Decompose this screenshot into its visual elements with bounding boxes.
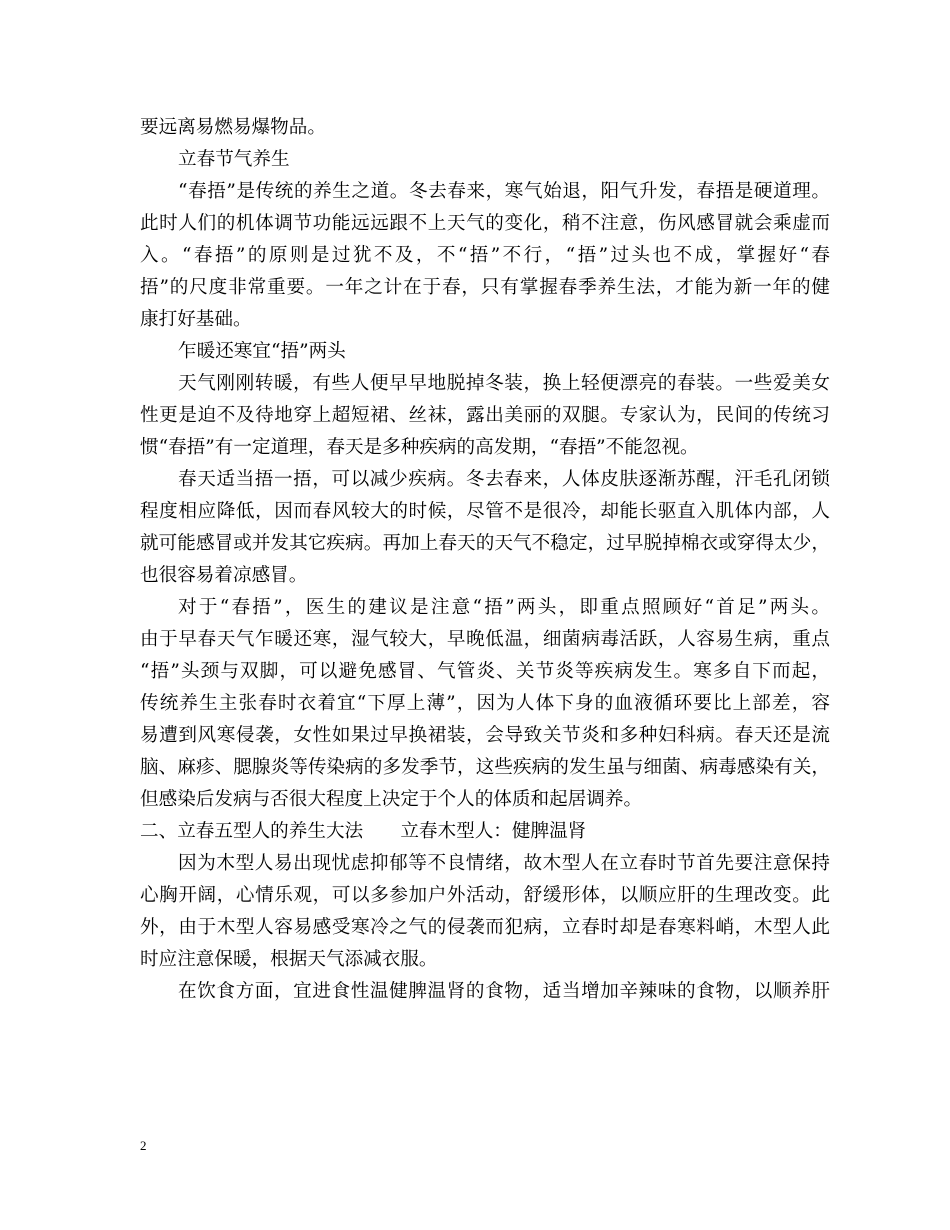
text-line: 春天适当捂一捂，可以减少疾病。冬去春来，人体皮肤逐渐苏醒，汗毛孔闭锁 — [178, 469, 830, 490]
text-line: 传统养生主张春时衣着宜“下厚上薄”，因为人体下身的血液循环要比上部差，容 — [140, 693, 830, 714]
text-line: 康打好基础。 — [140, 309, 252, 330]
text-line: 性更是迫不及待地穿上超短裙、丝袜，露出美丽的双腿。专家认为，民间的传统习 — [140, 405, 830, 426]
text-line: 心胸开阔，心情乐观，可以多参加户外活动，舒缓形体，以顺应肝的生理改变。此 — [140, 885, 830, 906]
text-line: 易遭到风寒侵袭，女性如果过早换裙装，会导致关节炎和多种妇科病。春天还是流 — [140, 725, 830, 746]
text-line: 也很容易着凉感冒。 — [140, 565, 308, 586]
text-line: 对于“春捂”，医生的建议是注意“捂”两头，即重点照顾好“首足”两头。 — [178, 597, 830, 618]
text-line: 入。“春捂”的原则是过犹不及，不“捂”不行，“捂”过头也不成，掌握好“春 — [140, 245, 830, 266]
text-line: 但感染后发病与否很大程度上决定于个人的体质和起居调养。 — [140, 789, 643, 810]
text-line: 由于早春天气乍暖还寒，湿气较大，早晚低温，细菌病毒活跃，人容易生病，重点 — [140, 629, 830, 650]
text-line: 天气刚刚转暖，有些人便早早地脱掉冬装，换上轻便漂亮的春装。一些爱美女 — [178, 373, 830, 394]
text-line: 惯“春捂”有一定道理，春天是多种疾病的高发期，“春捂”不能忽视。 — [140, 437, 699, 458]
section-heading: 二、立春五型人的养生大法 立春木型人：健脾温肾 — [140, 821, 587, 842]
page-number: 2 — [140, 1138, 147, 1153]
text-line: 时应注意保暖，根据天气添减衣服。 — [140, 949, 438, 970]
text-line: 就可能感冒或并发其它疾病。再加上春天的天气不稳定，过早脱掉棉衣或穿得太少， — [140, 533, 830, 554]
text-line: “春捂”是传统的养生之道。冬去春来，寒气始退，阳气升发，春捂是硬道理。 — [178, 181, 830, 202]
text-line: 捂”的尺度非常重要。一年之计在于春，只有掌握春季养生法，才能为新一年的健 — [140, 277, 830, 298]
text-line: “捂”头颈与双脚，可以避免感冒、气管炎、关节炎等疾病发生。寒多自下而起， — [140, 661, 830, 682]
text-line: 在饮食方面，宜进食性温健脾温肾的食物，适当增加辛辣味的食物，以顺养肝 — [178, 981, 830, 1002]
text-line: 此时人们的机体调节功能远远跟不上天气的变化，稍不注意，伤风感冒就会乘虚而 — [140, 213, 830, 234]
text-line: 外，由于木型人容易感受寒冷之气的侵袭而犯病，立春时却是春寒料峭，木型人此 — [140, 917, 830, 938]
text-line: 因为木型人易出现忧虑抑郁等不良情绪，故木型人在立春时节首先要注意保持 — [178, 853, 830, 874]
text-line: 程度相应降低，因而春风较大的时候，尽管不是很冷，却能长驱直入肌体内部，人 — [140, 501, 830, 522]
section-heading: 立春节气养生 — [178, 149, 290, 170]
section-heading: 乍暖还寒宜“捂”两头 — [178, 341, 346, 362]
text-line: 脑、麻疹、腮腺炎等传染病的多发季节，这些疾病的发生虽与细菌、病毒感染有关， — [140, 757, 830, 778]
text-line: 要远离易燃易爆物品。 — [140, 117, 326, 138]
